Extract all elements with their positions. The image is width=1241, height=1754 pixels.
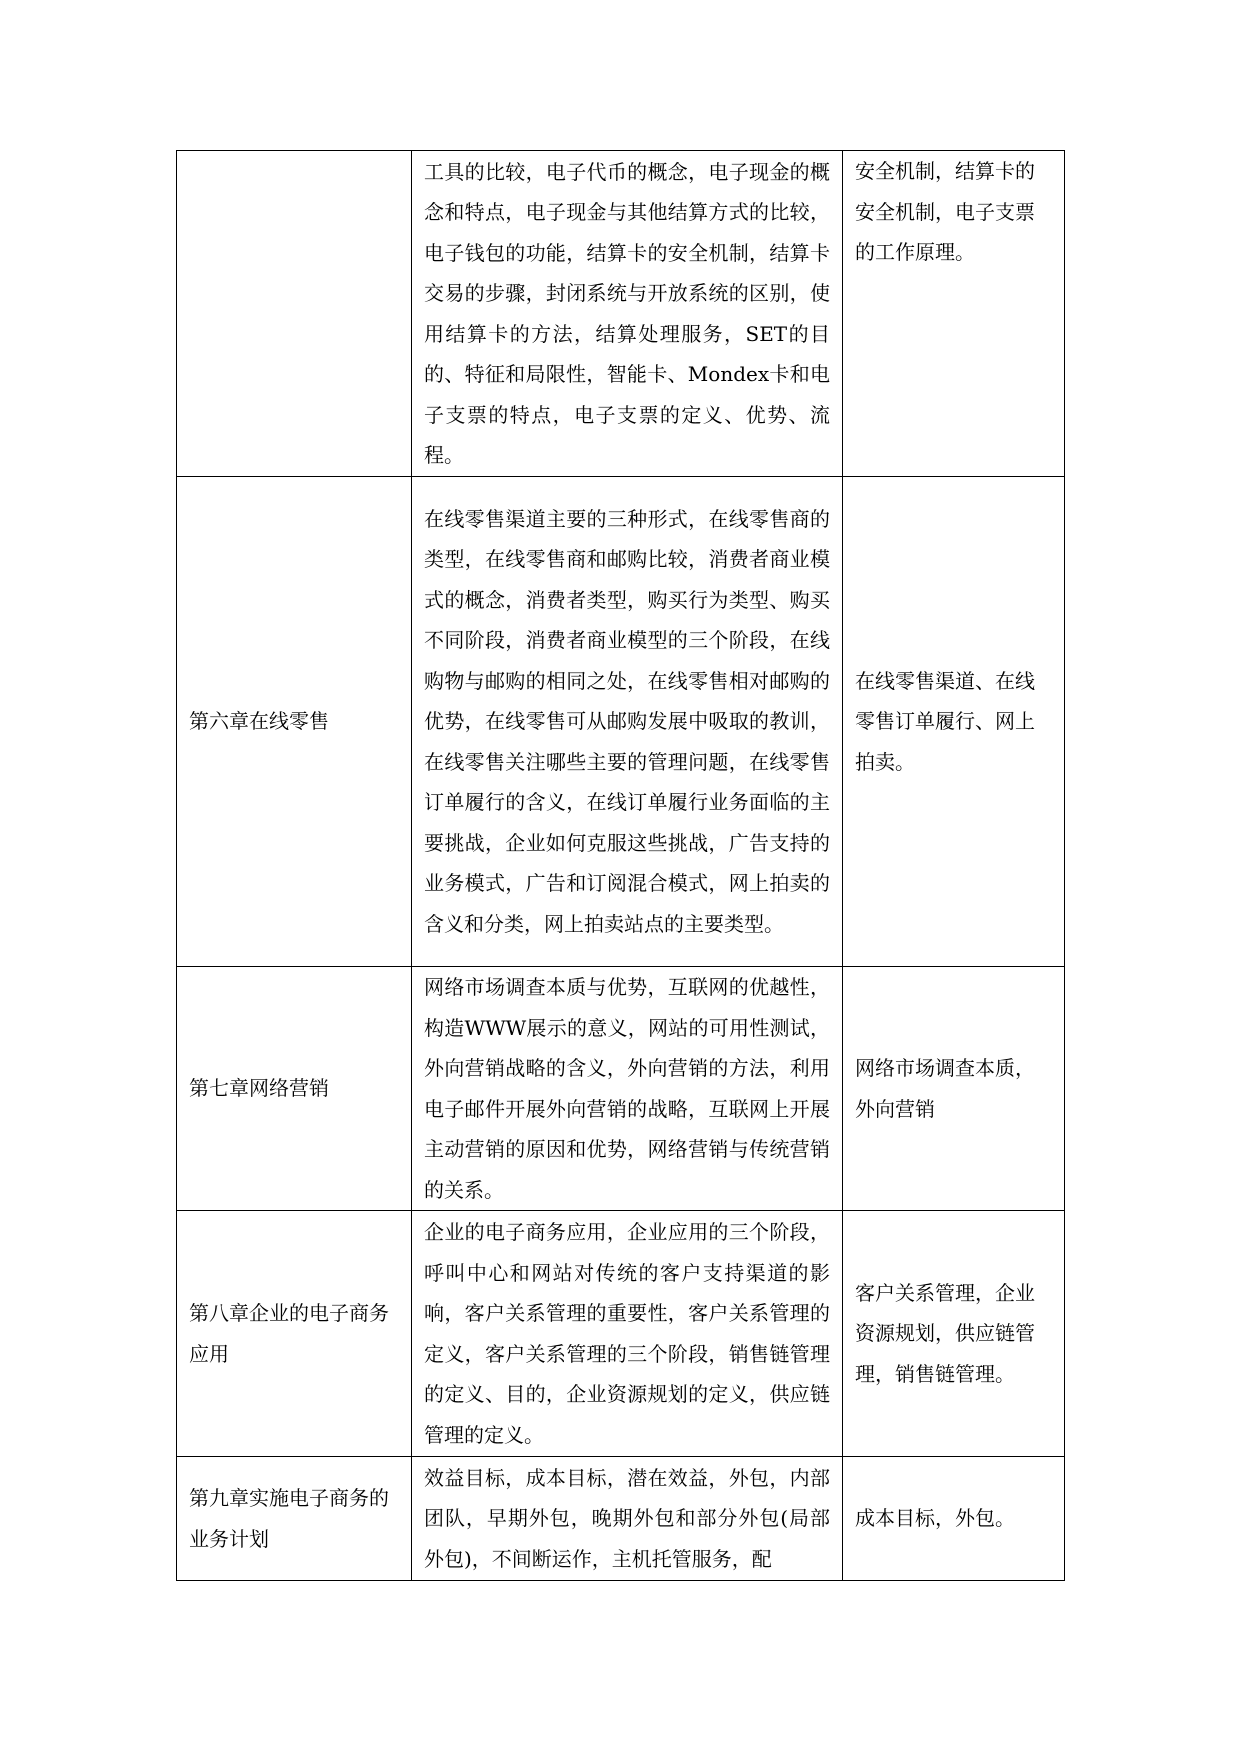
chapter-cell: 第七章网络营销 [177,967,412,1211]
chapter-cell [177,151,412,477]
key-points-cell: 在线零售渠道、在线零售订单履行、网上拍卖。 [843,477,1065,967]
chapter-cell: 第八章企业的电子商务应用 [177,1211,412,1457]
content-cell: 企业的电子商务应用，企业应用的三个阶段，呼叫中心和网站对传统的客户支持渠道的影响，客户关系管理的重要性，客户关系管理的定义，客户关系管理的三个阶段，销售链管理的定义、目的，企业资源规划的定义，供应链管理的定义。 [412,1211,843,1457]
content-cell: 效益目标，成本目标，潜在效益，外包，内部团队，早期外包，晚期外包和部分外包(局部外包)，不间断运作，主机托管服务，配 [412,1457,843,1581]
table-row [177,477,1065,967]
chapter-cell: 第六章在线零售 [177,477,412,967]
table-row [177,1457,1065,1581]
content-cell: 工具的比较，电子代币的概念，电子现金的概念和特点，电子现金与其他结算方式的比较，电子钱包的功能，结算卡的安全机制，结算卡交易的步骤，封闭系统与开放系统的区别，使用结算卡的方法，结算处理服务，SET的目的、特征和局限性，智能卡、Mondex卡和电子支票的特点，电子支票的定义、优势、流程。 [412,151,843,477]
chapter-cell: 第九章实施电子商务的业务计划 [177,1457,412,1581]
table-row [177,1211,1065,1457]
content-cell: 网络市场调查本质与优势，互联网的优越性，构造WWW展示的意义，网站的可用性测试，外向营销战略的含义，外向营销的方法，利用电子邮件开展外向营销的战略，互联网上开展主动营销的原因和优势，网络营销与传统营销的关系。 [412,967,843,1211]
key-points-cell: 成本目标，外包。 [843,1457,1065,1581]
key-points-cell: 网络市场调查本质，外向营销 [843,967,1065,1211]
table-row [177,151,1065,477]
key-points-cell: 安全机制，结算卡的安全机制，电子支票的工作原理。 [843,151,1065,477]
table-row [177,967,1065,1211]
key-points-cell: 客户关系管理，企业资源规划，供应链管理，销售链管理。 [843,1211,1065,1457]
content-cell: 在线零售渠道主要的三种形式，在线零售商的类型，在线零售商和邮购比较，消费者商业模式的概念，消费者类型，购买行为类型、购买不同阶段，消费者商业模型的三个阶段，在线购物与邮购的相同之处，在线零售相对邮购的优势，在线零售可从邮购发展中吸取的教训，在线零售关注哪些主要的管理问题，在线零售订单履行的含义，在线订单履行业务面临的主要挑战，企业如何克服这些挑战，广告支持的业务模式，广告和订阅混合模式，网上拍卖的含义和分类，网上拍卖站点的主要类型。 [412,477,843,967]
syllabus-table [176,150,1065,1581]
